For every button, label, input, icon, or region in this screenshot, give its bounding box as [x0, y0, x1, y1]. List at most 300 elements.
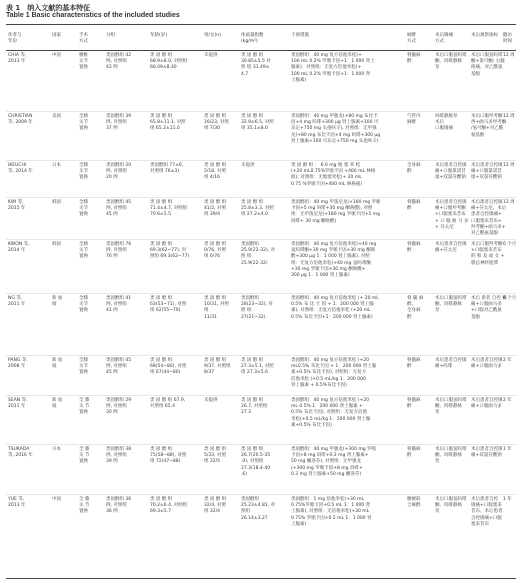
cell-anesthesia-line: 醉: [407, 169, 412, 175]
cell-outcomes-line: 术后患者自控镇: [471, 200, 503, 205]
cell-intervention-line: 0.75%罗哌卡因+0.5 mL 1：1 000 肾: [291, 503, 371, 509]
cell-groups-line: 76 例: [106, 254, 118, 260]
cell-surgery-line: 全膝: [79, 358, 88, 363]
cell-surgery-line: 置换: [79, 370, 88, 376]
cell-groups-line: 类固醇组 42: [106, 53, 132, 58]
cell-postop-analgesia-line: 酮、吗啡静脉: [435, 302, 462, 308]
cell-surgery-line: 全 膝: [79, 497, 90, 502]
cell-sex-line: 类 固 醇 组: [204, 497, 227, 502]
row-separator: [6, 444, 516, 445]
cell-surgery-line: 全 膝: [79, 398, 90, 403]
cell-postop-analgesia-line: 痛+口服羟考酮: [435, 206, 466, 212]
cell-outcomes-line: 镇痛+口服塞来: [471, 503, 502, 509]
cell-age-line: 类固醇组 77±6,: [150, 163, 184, 168]
cell-sex-line: 类 固 醇 组: [204, 200, 227, 205]
cell-surgery-line: 全 膝: [79, 447, 90, 452]
cell-bmi-line: 27.3: [241, 410, 252, 416]
cell-outcomes-line: 昔布、术后患者: [471, 509, 503, 515]
cell-author-year-line: 2008 年: [8, 364, 26, 370]
cell-anesthesia-line: 脊髓麻: [407, 242, 421, 247]
cell-intervention-line: 腺素)；对照组：无复方倍他米松(+: [291, 65, 362, 71]
cell-anesthesia-line: 气管内: [407, 114, 421, 119]
cell-outcomes-line: 术后 患者 自控 镇: [471, 296, 507, 301]
table-caption-zh: 表 1 纳入文献的基本特征: [6, 4, 91, 12]
cell-anesthesia-line: 脊髓麻: [407, 53, 421, 58]
cell-age-line: 66.09±8.40: [150, 65, 177, 71]
cell-postop-analgesia-line: 酮、吗啡静脉: [435, 59, 462, 65]
cell-surgery-line: 置换: [79, 212, 88, 218]
cell-country-line: 坡: [52, 364, 57, 370]
cell-outcomes-line: 痛+口服氯诺昔: [471, 169, 502, 175]
cell-postop-analgesia-line: 术后: [435, 120, 444, 126]
cell-groups-line: 例, 对照组: [106, 169, 127, 175]
cell-surgery-line: 全膝: [79, 200, 88, 205]
cell-outcomes-line: 术后口服氢吗啡: [471, 53, 503, 58]
cell-postop-analgesia-line: 泵: [435, 308, 440, 314]
table-bottom-rule: [6, 578, 516, 579]
cell-postop-analgesia-line: 术后口服氢吗啡: [435, 497, 467, 502]
cell-sex-line: 组 32/4: [204, 509, 221, 515]
cell-sex-line: 类 固 醇 组: [204, 163, 227, 168]
cell-author-year-line: 等, 2009 年: [8, 120, 33, 126]
cell-intervention-line: 0.75 %罗哌卡因+400 mL 林格液): [291, 181, 363, 187]
cell-bmi-line: 27(21~32): [241, 314, 266, 320]
cell-sex-line: 类 固 醇 组: [204, 447, 227, 452]
cell-follow-up-line: 12 周: [503, 53, 515, 58]
cell-surgery-line: 置换: [79, 459, 88, 465]
cell-postop-analgesia-line: 痛+吗啡: [435, 364, 453, 370]
cell-intervention-line: 组：无复方倍他米松(+40 mg 氢吗啡酮: [291, 260, 371, 266]
cell-age-line: 70.2±6.4, 对照组: [150, 503, 188, 509]
cell-surgery-line: 置换: [79, 65, 88, 71]
cell-bmi-line: 类固醇组: [241, 497, 259, 502]
header-country-line: 国家: [52, 33, 61, 38]
cell-surgery-line: 关节: [79, 169, 88, 175]
cell-outcomes-line: 疼痛、对乙酰氨: [471, 65, 503, 71]
cell-intervention-line: 龙(+80 mg 布比卡因+4 mg 吗啡+300 μg: [291, 132, 381, 138]
cell-bmi-line: .0), 对照组: [241, 459, 264, 465]
cell-surgery-line: 关 节: [79, 503, 90, 509]
cell-groups-line: 例, 对照组: [106, 503, 127, 509]
cell-intervention-line: 酸+300 μg 1：1 000 肾上腺素), 对照: [291, 254, 370, 260]
cell-sex-line: 2/18, 对照: [204, 169, 226, 175]
cell-surgery-line: 全膝: [79, 242, 88, 247]
cell-anesthesia-line: 醉: [407, 248, 412, 254]
cell-surgery-line: 置换: [79, 410, 88, 416]
cell-postop-analgesia-line: 痛+口服氯诺昔: [435, 169, 466, 175]
cell-intervention-line: 100 mL 0.2% 罗哌卡因+1：1 000 肾上: [291, 59, 375, 65]
cell-sex-line: 组 32/5: [204, 459, 221, 465]
cell-postop-analgesia-line: 酮、吗啡静脉: [435, 453, 462, 459]
cell-follow-up-line: 12 周: [503, 114, 515, 119]
cell-outcomes-line: 术后口服羟考酮: [471, 242, 503, 247]
header-bmi-line: (kg/m²): [241, 39, 258, 45]
cell-follow-up-line: 6 个月: [503, 242, 517, 247]
cell-bmi-line: 4.7: [241, 71, 249, 77]
cell-intervention-line: 吗啡+ 30 mg 酮咯酸): [291, 218, 337, 224]
cell-groups-line: 例, 对照组: [106, 302, 127, 308]
cell-bmi-line: 25.23±4.81, 对: [241, 503, 276, 509]
cell-country-line: 新 加: [52, 398, 63, 403]
cell-outcomes-line: 西+曲马多羟考酮: [471, 120, 507, 126]
cell-outcomes-line: 自控镇痛+口服: [471, 515, 502, 521]
cell-groups-line: 例, 对照组: [106, 248, 127, 254]
cell-author-year-line: YUE 等,: [8, 497, 25, 502]
cell-postop-analgesia-line: 酮、吗啡静脉: [435, 404, 462, 410]
cell-sex-line: 未提供: [204, 398, 218, 403]
cell-surgery-line: 置换: [79, 254, 88, 260]
cell-outcomes-line: 塞来昔布: [471, 521, 489, 527]
header-postop-analgesia-line: 术后镇痛: [435, 33, 453, 38]
cell-anesthesia-line: 腰硬联: [407, 497, 421, 502]
cell-follow-up-line: 2 年: [503, 358, 512, 363]
cell-intervention-line: 倍他米松 (+0.5 mL/kg 1：200 000: [291, 376, 366, 382]
cell-anesthesia-line: 脊 髓 麻: [407, 296, 424, 301]
cell-sex-line: 9/37, 对照组: [204, 364, 231, 370]
cell-postop-analgesia-line: + 芬太尼: [435, 224, 454, 230]
cell-anesthesia-line: 脊髓麻: [407, 447, 421, 452]
cell-bmi-line: 26.7, 对照组: [241, 404, 268, 410]
cell-age-line: 类 固 醇 组: [150, 447, 173, 452]
cell-country-line: 中国: [52, 497, 61, 502]
cell-bmi-line: 照组: [241, 509, 250, 515]
cell-country-line: 日本: [52, 163, 61, 168]
cell-bmi-line: 组 35.1±8.0: [241, 126, 268, 132]
cell-intervention-line: 肾上腺素+100 可乐定+750 mg 头孢呋辛): [291, 138, 379, 144]
cell-follow-up-line: 12 周: [503, 163, 515, 168]
cell-surgery-line: 关节: [79, 120, 88, 126]
cell-follow-up-line: 2 年: [503, 398, 512, 403]
cell-surgery-line: 置换: [79, 126, 88, 132]
header-sex-line: 男/女(n): [204, 33, 221, 38]
cell-author-year-line: PANG 等,: [8, 358, 28, 363]
cell-sex-line: 41/2, 对照: [204, 206, 226, 212]
cell-sex-line: 组 4/16: [204, 175, 221, 181]
cell-anesthesia-line: 醉: [407, 206, 412, 212]
cell-postop-analgesia-line: 痛+芬太尼: [435, 248, 457, 254]
cell-groups-line: 类固醇组 20: [106, 163, 132, 168]
cell-country-line: 中国: [52, 53, 61, 58]
cell-age-line: 69.3±5.7: [150, 509, 171, 515]
cell-surgery-line: 关节: [79, 248, 88, 254]
cell-follow-up-line: 1 年: [503, 497, 512, 502]
cell-bmi-line: 32.9±6.5, 对照: [241, 120, 274, 126]
cell-intervention-line: 上腺素): [291, 77, 307, 83]
cell-age-line: 68(54~80), 对照: [150, 364, 187, 370]
header-intervention-line: 干预措施: [291, 33, 309, 38]
cell-bmi-line: 26.7(20.5-35: [241, 453, 271, 459]
table-header-rule: [6, 50, 516, 51]
cell-sex-line: 11/31: [204, 314, 217, 320]
cell-intervention-line: (+20 mL0.75%罗哌卡因 +400 mL 林格: [291, 169, 376, 175]
cell-age-line: 类 固 醇 组: [150, 114, 173, 119]
cell-intervention-line: 肾上腺素 + 0.5%布比卡因): [291, 382, 347, 388]
cell-intervention-line: 类 固 醇 组 ： 6.6 mg 地 塞 米 松: [291, 163, 361, 168]
cell-outcomes-line: 基酚: [471, 314, 480, 320]
cell-intervention-line: 0.5% 布比卡因), 对照组：无复方倍他: [291, 410, 367, 416]
cell-groups-line: 例, 对照组: [106, 120, 127, 126]
cell-bmi-line: 类 固 醇 组: [241, 114, 264, 119]
cell-outcomes-line: 患者自控镇痛+: [471, 212, 502, 218]
cell-intervention-line: 50 mg 酮洛芬), 对照组：无甲强龙: [291, 459, 361, 465]
cell-intervention-line: mL0.5% 布比卡因 + 1：200 000 肾上腺: [291, 364, 377, 370]
cell-groups-line: 41 例: [106, 308, 118, 314]
cell-outcomes-line: 术后患者自控镇: [471, 398, 503, 403]
cell-postop-analgesia-line: 术后患者自控镇: [435, 242, 467, 247]
cell-groups-line: 42 例: [106, 65, 118, 71]
cell-postop-analgesia-line: 术后口服氢吗啡: [435, 447, 467, 452]
cell-groups-line: 30 例: [106, 410, 118, 416]
cell-bmi-line: 26.14±3.27: [241, 515, 268, 521]
cell-follow-up-line: 6 个月: [503, 296, 517, 301]
header-anesthesia-line: 麻醉: [407, 33, 416, 38]
cell-country-line: 坡: [52, 404, 57, 410]
cell-anesthesia-line: 麻醉: [407, 120, 416, 126]
cell-postop-analgesia-line: +口服塞来昔布: [435, 212, 466, 218]
cell-bmi-line: 类 固 醇 组: [241, 53, 264, 58]
cell-bmi-line: 类 固 醇 组: [241, 200, 264, 205]
table-caption-en: Table 1 Basic characteristics of the included studies: [6, 12, 180, 19]
cell-outcomes-line: 基酚: [471, 71, 480, 77]
cell-intervention-line: (+300 mg 罗哌卡因+8 mg 吗啡+: [291, 465, 363, 471]
cell-age-line: 组 72(47~88): [150, 459, 181, 465]
cell-sex-line: 组: [204, 308, 209, 314]
cell-intervention-line: 组：无甲泼尼龙(+180 mg 罗哌卡因+5 mg: [291, 212, 381, 218]
cell-outcomes-line: 对乙酰氨基酚: [471, 231, 498, 236]
cell-outcomes-line: 痛+口服曲马多: [471, 302, 502, 308]
cell-author-year-line: 2013 年: [8, 59, 26, 65]
cell-anesthesia-line: 醉: [407, 314, 412, 320]
cell-anesthesia-line: 脊髓麻: [407, 358, 421, 363]
header-bmi-line: 体质量指数: [241, 33, 264, 38]
cell-bmi-line: 27.3(18.4-40: [241, 465, 271, 471]
cell-postop-analgesia-line: + 口 服 曲 马 多: [435, 218, 469, 224]
cell-outcomes-line: 口服塞来昔布+: [471, 218, 502, 224]
cell-outcomes-line: +口服对乙酰氨: [471, 308, 502, 314]
cell-author-year-line: KWON 等,: [8, 242, 30, 247]
cell-intervention-line: 类固醇组：40 mg 甲强龙(+80 mg 布比卡: [291, 114, 378, 119]
cell-anesthesia-line: 醉: [407, 364, 412, 370]
cell-outcomes-line: 术后患者自控镇: [471, 358, 503, 363]
cell-age-line: 类 固 醇 组 67.9,: [150, 398, 186, 403]
cell-surgery-line: 全膝: [79, 114, 88, 119]
cell-surgery-line: 关节: [79, 59, 88, 65]
cell-author-year-line: 2011 年: [8, 404, 26, 410]
header-author-year-line: 作者与: [8, 33, 22, 38]
cell-author-year-line: NG 等,: [8, 296, 23, 301]
cell-anesthesia-line: 醉: [407, 404, 412, 410]
cell-groups-line: 45 例: [106, 212, 118, 218]
row-separator: [6, 494, 516, 495]
cell-postop-analgesia-line: 口服镇痛: [435, 126, 453, 132]
cell-intervention-line: 米松(+0.5 mL/kg 1：200 000 肾上腺: [291, 416, 371, 422]
cell-intervention-line: 300 μg 1：1 000 肾上腺素): [291, 273, 350, 278]
cell-sex-line: 类 固 醇 组: [204, 114, 227, 119]
cell-groups-line: 例, 对照组: [106, 59, 127, 65]
cell-groups-line: 类固醇组 39: [106, 114, 132, 119]
cell-bmi-line: 照 组: [241, 254, 252, 260]
cell-groups-line: 类固醇组 45: [106, 358, 132, 363]
cell-groups-line: 例, 对照组: [106, 206, 127, 212]
cell-groups-line: 例, 对照组: [106, 453, 127, 459]
cell-postop-analgesia-line: 术后患者自控镇: [435, 163, 467, 168]
cell-age-line: 组 62(55~70): [150, 308, 181, 314]
cell-age-line: 63(53~71), 对照: [150, 302, 187, 308]
cell-outcomes-line: 的 和 及 或 女 +: [471, 254, 505, 260]
cell-outcomes-line: 痛+双氯芬酸钠: [471, 453, 502, 459]
cell-author-year-line: 2015 年: [8, 206, 26, 212]
cell-surgery-line: 关 节: [79, 404, 90, 410]
cell-bmi-line: 25.9(22-32): [241, 260, 268, 266]
cell-groups-line: 类固醇组 41: [106, 296, 132, 301]
cell-outcomes-line: 术后患者自控镇: [471, 447, 503, 452]
cell-sex-line: 类 固 醇 组: [204, 296, 227, 301]
cell-intervention-line: 类固醇组：40 mg 复方倍他米松(+40 mg: [291, 242, 377, 247]
cell-intervention-line: 0.5% 布 比 卡 因 + 1：200 000 肾上腺: [291, 302, 374, 308]
cell-groups-line: 例, 对照组: [106, 364, 127, 370]
cell-groups-line: 45 例: [106, 370, 118, 376]
cell-intervention-line: 上腺素): [291, 521, 307, 527]
cell-country-line: 韩国: [52, 242, 61, 247]
cell-outcomes-line: 痛+口服曲马多: [471, 404, 502, 410]
header-author-year-line: 年份: [8, 39, 17, 45]
cell-surgery-line: 置换: [79, 509, 88, 515]
header-postop-analgesia-line: 方式: [435, 39, 444, 45]
table-top-rule: [6, 24, 516, 25]
header-outcomes-line: 术后观察指标: [471, 33, 498, 38]
header-surgery-line: 手术: [79, 33, 88, 38]
cell-bmi-line: 组 27.3±5.6: [241, 370, 268, 376]
cell-postop-analgesia-line: 泵: [435, 65, 440, 71]
cell-country-line: 新 加: [52, 358, 63, 363]
cell-sex-line: 组 7/30: [204, 126, 221, 132]
cell-postop-analgesia-line: 吗啡静脉泵: [435, 114, 458, 119]
cell-bmi-line: 25.8±3.3, 对照: [241, 206, 274, 212]
cell-groups-line: 37 例: [106, 126, 118, 132]
cell-age-line: 类 固 醇 组: [150, 53, 173, 58]
row-separator: [6, 395, 516, 396]
cell-postop-analgesia-line: 泵: [435, 459, 440, 465]
cell-postop-analgesia-line: 酮、吗啡静脉: [435, 503, 462, 509]
cell-groups-line: 类固醇组 38: [106, 447, 132, 452]
cell-bmi-line: .6): [241, 471, 248, 477]
cell-intervention-line: 0.3 mg 肾上腺素+50 mg 酮洛芬): [291, 471, 362, 477]
cell-intervention-line: 上腺素), 对照组：无倍他米松(+30 mL: [291, 509, 370, 515]
cell-surgery-line: 全膝: [79, 163, 88, 168]
cell-intervention-line: 氢吗啡酮+30 mg 罗哌卡因+30 mg 酮咯: [291, 248, 376, 254]
cell-intervention-line: 类固醇组：40 mg 甲强龙(+300 mg 罗哌: [291, 447, 377, 452]
cell-groups-line: 类固醇组 76: [106, 242, 132, 247]
cell-groups-line: 类固醇组 29: [106, 398, 132, 403]
cell-author-year-line: 等, 2016 年: [8, 453, 33, 459]
cell-sex-line: 0/76, 对照: [204, 248, 226, 254]
cell-groups-line: 类固醇组 45: [106, 200, 132, 205]
cell-sex-line: 16/23, 对照: [204, 120, 229, 126]
cell-age-line: 75(58~88), 对照: [150, 453, 187, 459]
cell-outcomes-line: 痛+口服曲马多: [471, 364, 502, 370]
cell-anesthesia-line: 全身麻: [407, 163, 421, 168]
row-separator: [6, 239, 516, 240]
row-separator: [6, 293, 516, 294]
cell-groups-line: 类固醇组 36: [106, 497, 132, 502]
cell-anesthesia-line: 醉: [407, 453, 412, 459]
cell-country-line: 新 加: [52, 296, 63, 301]
cell-age-line: 69.3(62~77), 对: [150, 248, 187, 254]
cell-intervention-line: 类固醇组：40 mg 复方倍他米松(+: [291, 53, 362, 58]
cell-country-line: 日本: [52, 447, 61, 452]
cell-bmi-line: 类固醇组: [241, 296, 259, 301]
cell-age-line: 组 67(44~80): [150, 370, 181, 376]
row-separator: [6, 160, 516, 161]
cell-outcomes-line: 羟考酮+曲马多+: [471, 224, 506, 230]
header-age-line: 年龄(岁): [150, 33, 168, 38]
cell-country-line: 韩国: [52, 200, 61, 205]
cell-intervention-line: 卡因+5 mg 吗啡+30 mg 酮咯酸), 对照: [291, 206, 373, 212]
cell-bmi-line: 类固醇组: [241, 242, 259, 247]
cell-age-line: 类 固 醇 组: [150, 358, 173, 363]
cell-author-year-line: CHRISTIAN: [8, 114, 33, 119]
cell-author-year-line: 2014 年: [8, 248, 26, 254]
cell-bmi-line: 类 固 醇 组: [241, 358, 264, 363]
cell-surgery-line: 腰椎: [79, 53, 88, 58]
cell-groups-line: 例, 对照组: [106, 404, 127, 410]
cell-author-year-line: 等, 2014 年: [8, 169, 33, 175]
cell-sex-line: 类 固 醇 组: [204, 242, 227, 247]
cell-intervention-line: 素+0.5% 布比卡因), 对照组：无复方: [291, 370, 367, 376]
cell-postop-analgesia-line: 术后口服氢吗啡: [435, 398, 467, 403]
cell-outcomes-line: 痛+芬太尼、术后: [471, 206, 507, 212]
row-separator: [6, 355, 516, 356]
cell-outcomes-line: 腓总神经阻滞: [471, 260, 498, 266]
cell-intervention-line: 0.75% 罗哌卡因+0.5 mL 1：1 000 肾: [291, 515, 372, 521]
row-separator: [6, 197, 516, 198]
cell-author-year-line: TSUKADA: [8, 447, 30, 452]
cell-author-year-line: KIM 等,: [8, 200, 24, 205]
cell-bmi-line: 组 27.2±4.0: [241, 212, 268, 218]
cell-surgery-line: 置换: [79, 175, 88, 181]
cell-author-year-line: 2011 年: [8, 302, 26, 308]
cell-postop-analgesia-line: 康+双氯芬酸钠: [435, 175, 466, 181]
cell-intervention-line: +30 mg 罗哌卡因+30 mg 酮咯酸+: [291, 266, 366, 272]
cell-follow-up-line: 12 周: [503, 200, 515, 205]
cell-sex-line: 组 0/76: [204, 254, 221, 260]
cell-bmi-line: 照 组: [241, 308, 252, 314]
cell-age-line: 类 固 醇 组: [150, 296, 173, 301]
cell-age-line: 65.8±11.1, 对照: [150, 120, 186, 126]
cell-postop-analgesia-line: 术后患者自控镇: [435, 200, 467, 205]
header-anesthesia-line: 方式: [407, 39, 416, 45]
cell-surgery-line: 关节: [79, 206, 88, 212]
cell-intervention-line: 类固醇组：1 mg 倍他米松(+30 mL: [291, 497, 365, 502]
cell-outcomes-line: 氨基酚: [471, 132, 485, 138]
cell-age-line: 类 固 醇 组: [150, 200, 173, 205]
cell-intervention-line: 液); 对照组：无地塞米松(+ 20 mL: [291, 175, 362, 181]
cell-outcomes-line: 术后患者自控: [471, 497, 498, 502]
cell-intervention-line: 100 mL 0.2% 罗哌卡因+1：1 000 肾: [291, 71, 371, 77]
cell-sex-line: 8/37: [204, 370, 215, 376]
cell-age-line: 对照组 65.4: [150, 404, 175, 410]
cell-intervention-line: 类固醇组：40 mg 复方倍他米松 (+20: [291, 358, 370, 363]
cell-anesthesia-line: 全身麻: [407, 308, 421, 314]
header-surgery-line: 方式: [79, 39, 88, 45]
cell-age-line: 类 固 醇 组: [150, 497, 173, 502]
cell-age-line: 70.6±5.5: [150, 212, 171, 218]
cell-bmi-line: 27.3±5.1, 对照: [241, 364, 274, 370]
cell-groups-line: 20 例: [106, 175, 118, 181]
cell-sex-line: 未提供: [204, 53, 218, 58]
cell-intervention-line: mL 0.5% 1：200 000 肾上腺素 +: [291, 404, 363, 410]
cell-country-line: 坡: [52, 302, 57, 308]
